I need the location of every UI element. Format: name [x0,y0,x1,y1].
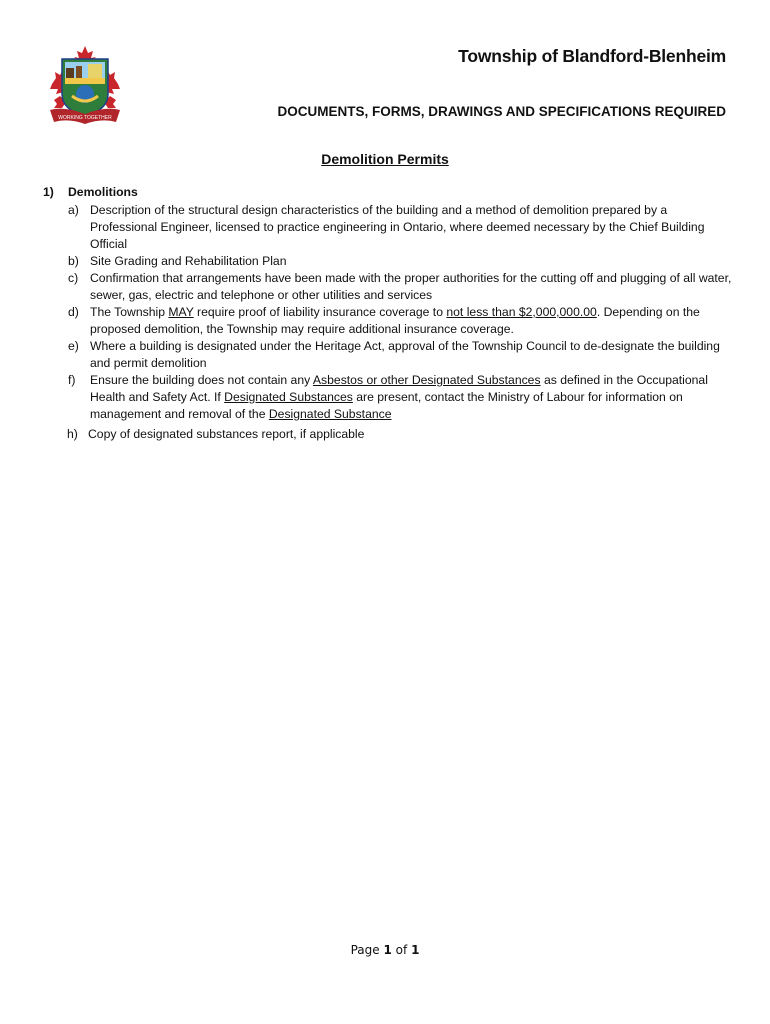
section-title: Demolition Permits [321,151,449,167]
document-title: Township of Blandford-Blenheim [458,46,726,66]
underlined-text: not less than $2,000,000.00 [446,305,597,319]
svg-text:WORKING TOGETHER: WORKING TOGETHER [58,115,112,121]
township-crest-logo [44,44,126,130]
underlined-text: MAY [168,305,194,319]
list-item: h) Copy of designated substances report, if applicable [67,427,365,441]
list-heading: 1) Demolitions [43,185,138,199]
list-item: b) Site Grading and Rehabilitation Plan [68,254,287,268]
requirements-list [43,184,733,443]
underlined-text: Asbestos or other Designated Substances [312,373,541,387]
underlined-text: Designated Substance [268,407,392,421]
list-item: e) Where a building is designated under the Heritage Act, approval of the Township Council to de-designate the building and permit demolition [68,339,720,370]
page-number: Page 1 of 1 [350,943,420,957]
list-item: f) Ensure the building does not contain any Asbestos or other Designated Substances as defined in the Occupational Health and Safety Act. If Designated Substances are present, contact the Ministry of Labour for information on management and removal of the Designated Substance [68,373,708,421]
underlined-text: Designated Substances [224,390,353,404]
document-subtitle: DOCUMENTS, FORMS, DRAWINGS AND SPECIFICATIONS REQUIRED [277,104,726,119]
list-item: d) The Township MAY require proof of liability insurance coverage to not less than $2,000,000.00. Depending on the proposed demolition, the Township may require additional insurance coverage. [68,305,700,336]
list-item: a) Description of the structural design characteristics of the building and a method of demolition prepared by a Professional Engineer, licensed to practice engineering in Ontario, where deemed necessary by the Chief Building Official [68,203,705,251]
list-item: c) Confirmation that arrangements have been made with the proper authorities for the cutting off and plugging of all water, sewer, gas, electric and telephone or other utilities and services [68,271,732,302]
